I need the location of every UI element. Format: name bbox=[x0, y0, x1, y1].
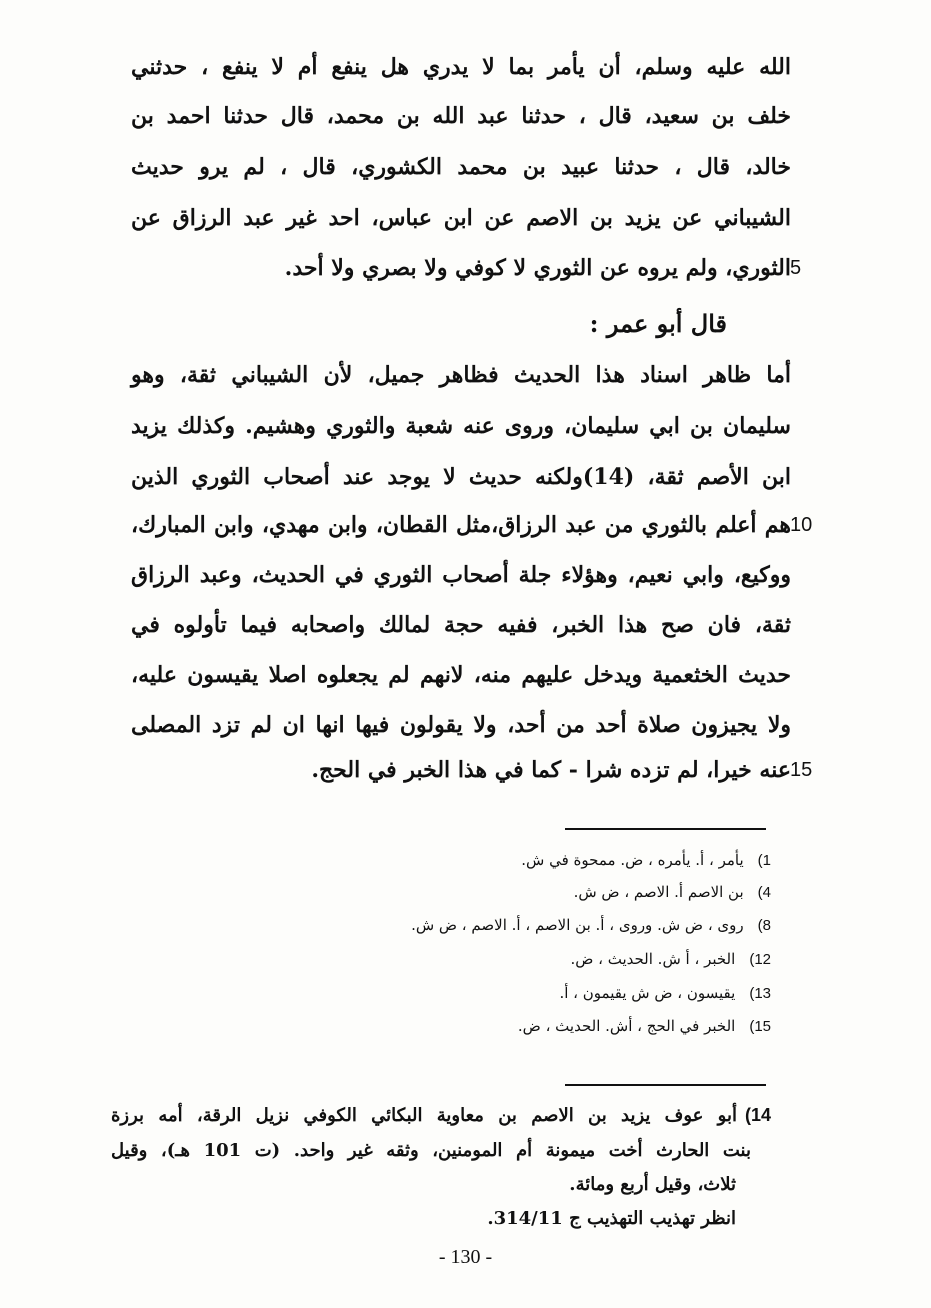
footnote bbox=[574, 879, 771, 906]
footnote bbox=[518, 1013, 771, 1040]
footnote bbox=[411, 912, 771, 939]
footnote-text: روى ، ض ش. وروى ، أ. بن الاصم ، أ. الاصم ، ض ش. bbox=[411, 916, 744, 934]
section-heading: قال أبو عمر : bbox=[589, 309, 727, 338]
text-line: ووكيع، وابي نعيم، وهؤلاء جلة أصحاب الثوري في الحديث، وعبد الرزاق bbox=[131, 562, 791, 588]
text-line: حديث الخثعمية ويدخل عليهم منه، لانهم لم يجعلوه اصلا يقيسون عليه، bbox=[131, 662, 791, 688]
footnote-number: 12) bbox=[749, 951, 771, 968]
page-number: - 130 - bbox=[438, 1246, 493, 1268]
footnote-number: 15) bbox=[749, 1018, 771, 1035]
text-line: هم أعلم بالثوري من عبد الرزاق،مثل القطان، وابن مهدي، وابن المبارك، bbox=[131, 512, 791, 538]
footnote-number: 1) bbox=[757, 852, 771, 869]
text-line: الله عليه وسلم، أن يأمر بما لا يدري هل ينفع أم لا ينفع ، حدثني bbox=[131, 54, 791, 80]
line-number: 15 bbox=[790, 759, 813, 781]
biography-text: أبو عوف يزيد بن الاصم بن معاوية البكائي الكوفي نزيل الرقة، أمه برزة bbox=[111, 1105, 737, 1126]
text-line: خلف بن سعيد، قال ، حدثنا عبد الله بن محمد، قال حدثنا احمد بن bbox=[131, 103, 791, 129]
text-line: ولا يجيزون صلاة أحد من أحد، ولا يقولون فيها انها ان لم تزد المصلى bbox=[131, 712, 791, 738]
text-line: ابن الأصم ثقة، (14)ولكنه حديث لا يوجد عند أصحاب الثوري الذين bbox=[131, 464, 791, 490]
text-line: أما ظاهر اسناد هذا الحديث فظاهر جميل، لأن الشيباني ثقة، وهو bbox=[131, 362, 791, 388]
footnote-text: الخبر ، أ ش. الحديث ، ض. bbox=[570, 950, 736, 968]
text-line: ثقة، فان صح هذا الخبر، ففيه حجة لمالك واصحابه فيما تأولوه في bbox=[131, 612, 791, 638]
footnote bbox=[570, 946, 771, 973]
note-divider bbox=[565, 1084, 766, 1086]
footnote-text: يأمر ، أ. يأمره ، ض. ممحوة في ش. bbox=[521, 851, 744, 869]
biography-line bbox=[111, 1100, 771, 1131]
text-line: الثوري، ولم يروه عن الثوري لا كوفي ولا بصري ولا أحد. bbox=[284, 255, 791, 281]
line-number: 10 bbox=[790, 514, 813, 536]
footnote bbox=[521, 847, 771, 874]
footnote-text: يقيسون ، ض ش يقيمون ، أ. bbox=[559, 984, 736, 1002]
footnote-text: الخبر في الحج ، أش. الحديث ، ض. bbox=[517, 1017, 736, 1035]
biography-line: ثلاث، وقيل أربع ومائة. bbox=[569, 1174, 736, 1195]
biography-number: 14) bbox=[744, 1105, 771, 1125]
footnote-number: 13) bbox=[749, 985, 771, 1002]
biography-line: انظر تهذيب التهذيب ج 314/11. bbox=[487, 1208, 736, 1229]
text-line: الشيباني عن يزيد بن الاصم عن ابن عباس، احد غير عبد الرزاق عن bbox=[131, 205, 791, 231]
text-line: عنه خيرا، لم تزده شرا - كما في هذا الخبر في الحج. bbox=[311, 757, 791, 783]
line-number: 5 bbox=[790, 257, 802, 279]
text-line: سليمان بن ابي سليمان، وروى عنه شعبة والثوري وهشيم. وكذلك يزيد bbox=[131, 413, 791, 439]
footnote-text: بن الاصم أ. الاصم ، ض ش. bbox=[573, 883, 744, 901]
biography-line: بنت الحارث أخت ميمونة أم المومنين، وثقه غير واحد. (ت 101 هـ)، وقيل bbox=[111, 1140, 751, 1161]
footnote-divider bbox=[565, 828, 766, 830]
footnote bbox=[559, 980, 771, 1007]
footnote-number: 4) bbox=[757, 884, 771, 901]
footnote-number: 8) bbox=[757, 917, 771, 934]
text-line: خالد، قال ، حدثنا عبيد بن محمد الكشوري، قال ، لم يرو حديث bbox=[131, 154, 791, 180]
